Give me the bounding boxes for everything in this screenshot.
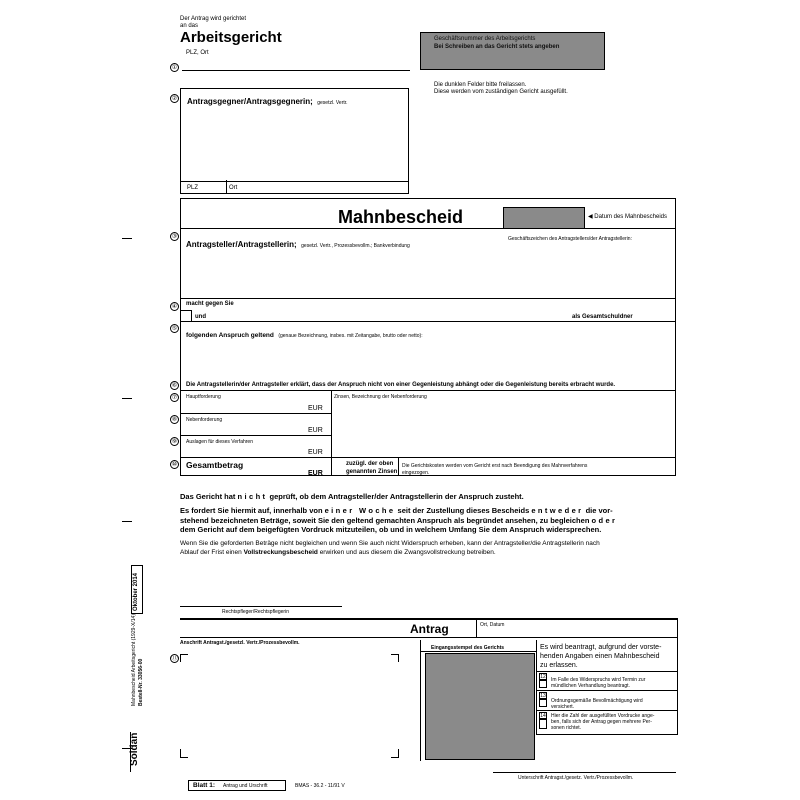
field-number-9: ⑨ xyxy=(171,439,178,445)
option-number-12: 12 xyxy=(540,674,546,680)
intro-text: Der Antrag wird gerichtet xyxy=(180,16,247,22)
field-number-5: ⑤ xyxy=(171,326,178,332)
request-right-border xyxy=(677,620,678,735)
request-divider-3 xyxy=(536,710,678,711)
antrag-title-line xyxy=(180,637,476,638)
total-currency: EUR xyxy=(308,470,323,477)
request-left-border xyxy=(536,640,537,735)
applicant-bottom-line xyxy=(180,298,676,299)
interest-label: Zinsen, Bezeichnung der Nebenforderung xyxy=(334,394,427,400)
row6-bottom-line xyxy=(180,390,676,391)
claim-label: folgenden Anspruch geltend xyxy=(186,332,274,339)
court-stamp-label: Eingangsstempel des Gerichts xyxy=(431,645,505,651)
claim-input-area[interactable] xyxy=(181,333,675,377)
authorization-checkbox[interactable] xyxy=(539,699,547,707)
respondent-plz-label: PLZ xyxy=(187,185,199,191)
option-number-14: 14 xyxy=(540,713,546,719)
costs-divider xyxy=(398,458,399,476)
corner-mark-tr-v xyxy=(398,654,399,662)
order-number-vertical: Bestell-Nr. 33056-00 xyxy=(138,658,144,706)
hearing-checkbox[interactable] xyxy=(539,680,547,688)
plz-ort-label: PLZ, Ort xyxy=(186,50,209,56)
demand-line-3: dem Gericht auf dem beigefügten Vordruck mitzuteilen, ob und in welchem Umfang Sie dem Anspruch widersprechen. xyxy=(180,525,602,534)
issue-date-label: Datum des Mahnbescheids xyxy=(594,214,668,220)
publisher-logo-rule xyxy=(130,732,131,772)
respondent-suffix: gesetzl. Vertr. xyxy=(317,100,348,106)
court-costs-note-1: Die Gerichtskosten werden vom Gericht erst nach Beendigung des Mahnverfahrens xyxy=(402,463,588,469)
form-code: BMAS - 36.2 - 11/91 V xyxy=(295,783,345,789)
applicant-input-area[interactable] xyxy=(181,244,675,297)
p1-part-b: geprüft, ob dem Antragsteller/der Antragstellerin der Anspruch zusteht. xyxy=(267,492,524,501)
p3-l2-b: Vollstreckungsbescheid xyxy=(243,549,318,556)
expenses-line xyxy=(180,457,676,458)
respondent-plz-divider xyxy=(226,180,227,194)
dark-fields-hint-2: Diese werden vom zuständigen Gericht ausgefüllt. xyxy=(434,89,568,95)
sheet-number: Blatt 1: xyxy=(193,782,216,789)
dark-fields-hint-1: Die dunklen Felder bitte freilassen. xyxy=(434,82,527,88)
request-divider-1 xyxy=(536,671,678,672)
p3-l2-c: erwirken und aus diesem die Zwangsvollstreckung betreiben. xyxy=(317,549,496,556)
interest-input-area[interactable] xyxy=(332,400,675,456)
ancillary-claim-line xyxy=(180,435,331,436)
corner-mark-tl-h xyxy=(180,654,188,655)
main-claim-label: Hauptforderung xyxy=(186,394,221,400)
claim-against-label: macht gegen Sie xyxy=(186,301,234,307)
corner-mark-br-h xyxy=(391,757,399,758)
field-number-10: ⑩ xyxy=(171,462,178,468)
court-costs-note-2: eingezogen. xyxy=(402,470,430,476)
place-date-label: Ort, Datum xyxy=(480,622,505,628)
applicant-signature-line[interactable] xyxy=(493,772,676,773)
case-number-label: Geschäftsnummer des Arbeitsgerichts xyxy=(434,36,536,42)
court-stamp-field xyxy=(425,653,535,760)
request-divider-2 xyxy=(536,690,678,691)
p2-l1-c: die vor- xyxy=(583,506,613,515)
request-line-1: Es wird beantragt, aufgrund der vorste- xyxy=(540,644,662,651)
court-address-line xyxy=(182,70,410,71)
form-title-vertical: Mahnbescheid Arbeitsgericht (1929-X/14) xyxy=(131,614,137,706)
stamp-left-border xyxy=(420,640,421,761)
claim-suffix: (genaue Bezeichnung, insbes. mit Zeitangabe, brutto oder netto): xyxy=(278,333,423,339)
authorization-option-1: Ordnungsgemäße Bevollmächtigung wird xyxy=(551,698,643,704)
fold-mark-top xyxy=(122,238,132,239)
authorization-option-2: versichert. xyxy=(551,704,575,710)
p2-l2-a: stehend bezeichneten Beträge, soweit Sie den geltend gemachten Anspruch als begründet ansehen, zu begleichen xyxy=(180,515,592,525)
expenses-label: Auslagen für dieses Verfahren xyxy=(186,439,253,445)
request-bottom-line xyxy=(536,734,678,735)
ancillary-claim-currency: EUR xyxy=(308,427,323,434)
copies-option-2: ben, falls sich der Antrag gegen mehrere Per- xyxy=(551,719,652,725)
main-claim-amount-input[interactable] xyxy=(181,400,307,412)
edition-date: Oktober 2014 xyxy=(133,572,139,611)
stamp-label-line xyxy=(420,651,536,652)
applicant-reference-label: Geschäftszeichen des Antragstellers/der Antragstellerin: xyxy=(508,236,632,242)
enforcement-line-2 xyxy=(180,548,600,557)
and-label: und xyxy=(195,314,206,320)
title-underline xyxy=(180,228,676,229)
field-number-6: ⑥ xyxy=(171,383,178,389)
p2-l1-b: seit der Zustellung dieses Bescheids xyxy=(395,506,532,515)
joint-debtors-label: als Gesamtschuldner xyxy=(572,314,633,320)
rechtspfleger-label: Rechtspfleger/Rechtspflegerin xyxy=(222,609,289,615)
respondent-ort-label: Ort xyxy=(229,185,238,191)
field-number-3: ③ xyxy=(171,234,178,240)
demand-line-1 xyxy=(180,506,617,516)
row4-bottom-line xyxy=(180,321,676,322)
an-das-text: an das xyxy=(180,23,199,29)
rechtspfleger-signature-line[interactable] xyxy=(180,606,342,607)
field-number-7: ⑦ xyxy=(171,395,178,401)
hearing-option-1: Im Falle des Widerspruchs wird Termin zur xyxy=(551,677,646,683)
document-title: Mahnbescheid xyxy=(338,207,464,227)
request-line-2: henden Angaben einen Mahnbescheid xyxy=(540,653,660,660)
consideration-declaration: Die Antragstellerin/der Antragsteller erklärt, dass der Anspruch nicht von einer Gegenleistung abhängt oder die Gegenleistung bereits erbracht wurde. xyxy=(186,382,616,388)
field-number-1: ① xyxy=(171,65,178,71)
expenses-currency: EUR xyxy=(308,449,323,456)
p2-l1-a: Es fordert Sie hiermit auf, innerhalb von xyxy=(180,506,325,515)
main-claim-currency: EUR xyxy=(308,405,323,412)
corner-mark-br-v xyxy=(398,749,399,757)
p3-l2-a: Ablauf der Frist einen xyxy=(180,549,244,556)
field-number-8: ⑧ xyxy=(171,417,178,423)
antrag-title: Antrag xyxy=(410,622,449,636)
applicant-suffix: gesetzl. Vertr., Prozessbevollm.; Bankverbindung xyxy=(301,243,410,249)
field-number-2: ② xyxy=(171,96,178,102)
demand-line-2 xyxy=(180,516,617,526)
applicant-signature-label: Unterschrift Antragst./gesetz. Vertr./Prozessbevollm. xyxy=(518,775,634,781)
p2-l1-spaced: einer Woche xyxy=(324,506,396,515)
enforcement-paragraph xyxy=(180,539,600,557)
main-claim-line xyxy=(180,413,331,414)
court-title: Arbeitsgericht xyxy=(180,29,282,46)
respondent-label: Antragsgegner/Antragsgegnerin; xyxy=(187,97,313,106)
corner-mark-bl-v xyxy=(180,749,181,757)
not-examined-paragraph xyxy=(180,492,524,501)
p2-l2-spaced: oder xyxy=(591,515,618,525)
plus-interest-2: genannten Zinsen xyxy=(346,469,398,475)
copies-option-1: Hier die Zahl der ausgefüllten Vordrucke ange- xyxy=(551,713,655,719)
issue-date-field xyxy=(503,207,585,229)
applicant-label: Antragsteller/Antragstellerin; xyxy=(186,240,297,249)
p1-spaced: nicht xyxy=(237,492,268,501)
applicant-address-label: Anschrift Antragst./gesetzl. Vertr./Prozessbevollm. xyxy=(180,640,300,646)
respondent-label-row xyxy=(187,91,348,109)
applicant-address-input[interactable] xyxy=(182,656,397,756)
request-statement xyxy=(540,643,661,670)
corner-mark-tr-h xyxy=(391,654,399,655)
corner-mark-bl-h xyxy=(180,757,188,758)
expenses-amount-input[interactable] xyxy=(181,445,307,457)
field-number-4: ④ xyxy=(171,304,178,310)
p1-part-a: Das Gericht hat xyxy=(180,492,238,501)
demand-paragraph xyxy=(180,506,617,535)
case-number-hint: Bei Schreiben an das Gericht stets angeben xyxy=(434,44,560,50)
ancillary-claim-label: Nebenforderung xyxy=(186,417,223,423)
plus-interest-1: zuzügl. der oben xyxy=(346,461,394,467)
total-label: Gesamtbetrag xyxy=(186,460,244,470)
option-number-13: 13 xyxy=(540,693,546,699)
hearing-option-2: mündlichen Verhandlung beantragt. xyxy=(551,683,630,689)
field-number-11: ⑪ xyxy=(171,656,178,662)
publisher-logo: Soldan xyxy=(129,732,140,766)
place-date-line xyxy=(476,637,678,638)
punch-mark xyxy=(122,398,132,399)
copies-count-input[interactable] xyxy=(539,719,547,729)
total-amount-input[interactable] xyxy=(181,468,307,476)
enforcement-line-1: Wenn Sie die geforderten Beträge nicht begleichen und wenn Sie auch nicht Widerspruch erheben, kann der Antragsteller/die Antragstellerin nach xyxy=(180,540,600,547)
fold-mark-bottom xyxy=(122,521,132,522)
request-line-3: zu erlassen. xyxy=(540,662,578,669)
respondent-address-line xyxy=(180,181,409,182)
antrag-top-rule xyxy=(180,618,678,620)
sheet-description: Antrag und Urschrift xyxy=(223,783,268,789)
issue-date-label-row xyxy=(588,214,667,221)
ancillary-claim-amount-input[interactable] xyxy=(181,423,307,435)
copies-option-3: sonen richtet. xyxy=(551,725,582,731)
arrow-left-icon: ◀ xyxy=(588,214,593,220)
ort-datum-divider xyxy=(476,620,477,638)
corner-mark-tl-v xyxy=(180,654,181,662)
p2-l1-spaced-2: entweder xyxy=(531,506,584,515)
